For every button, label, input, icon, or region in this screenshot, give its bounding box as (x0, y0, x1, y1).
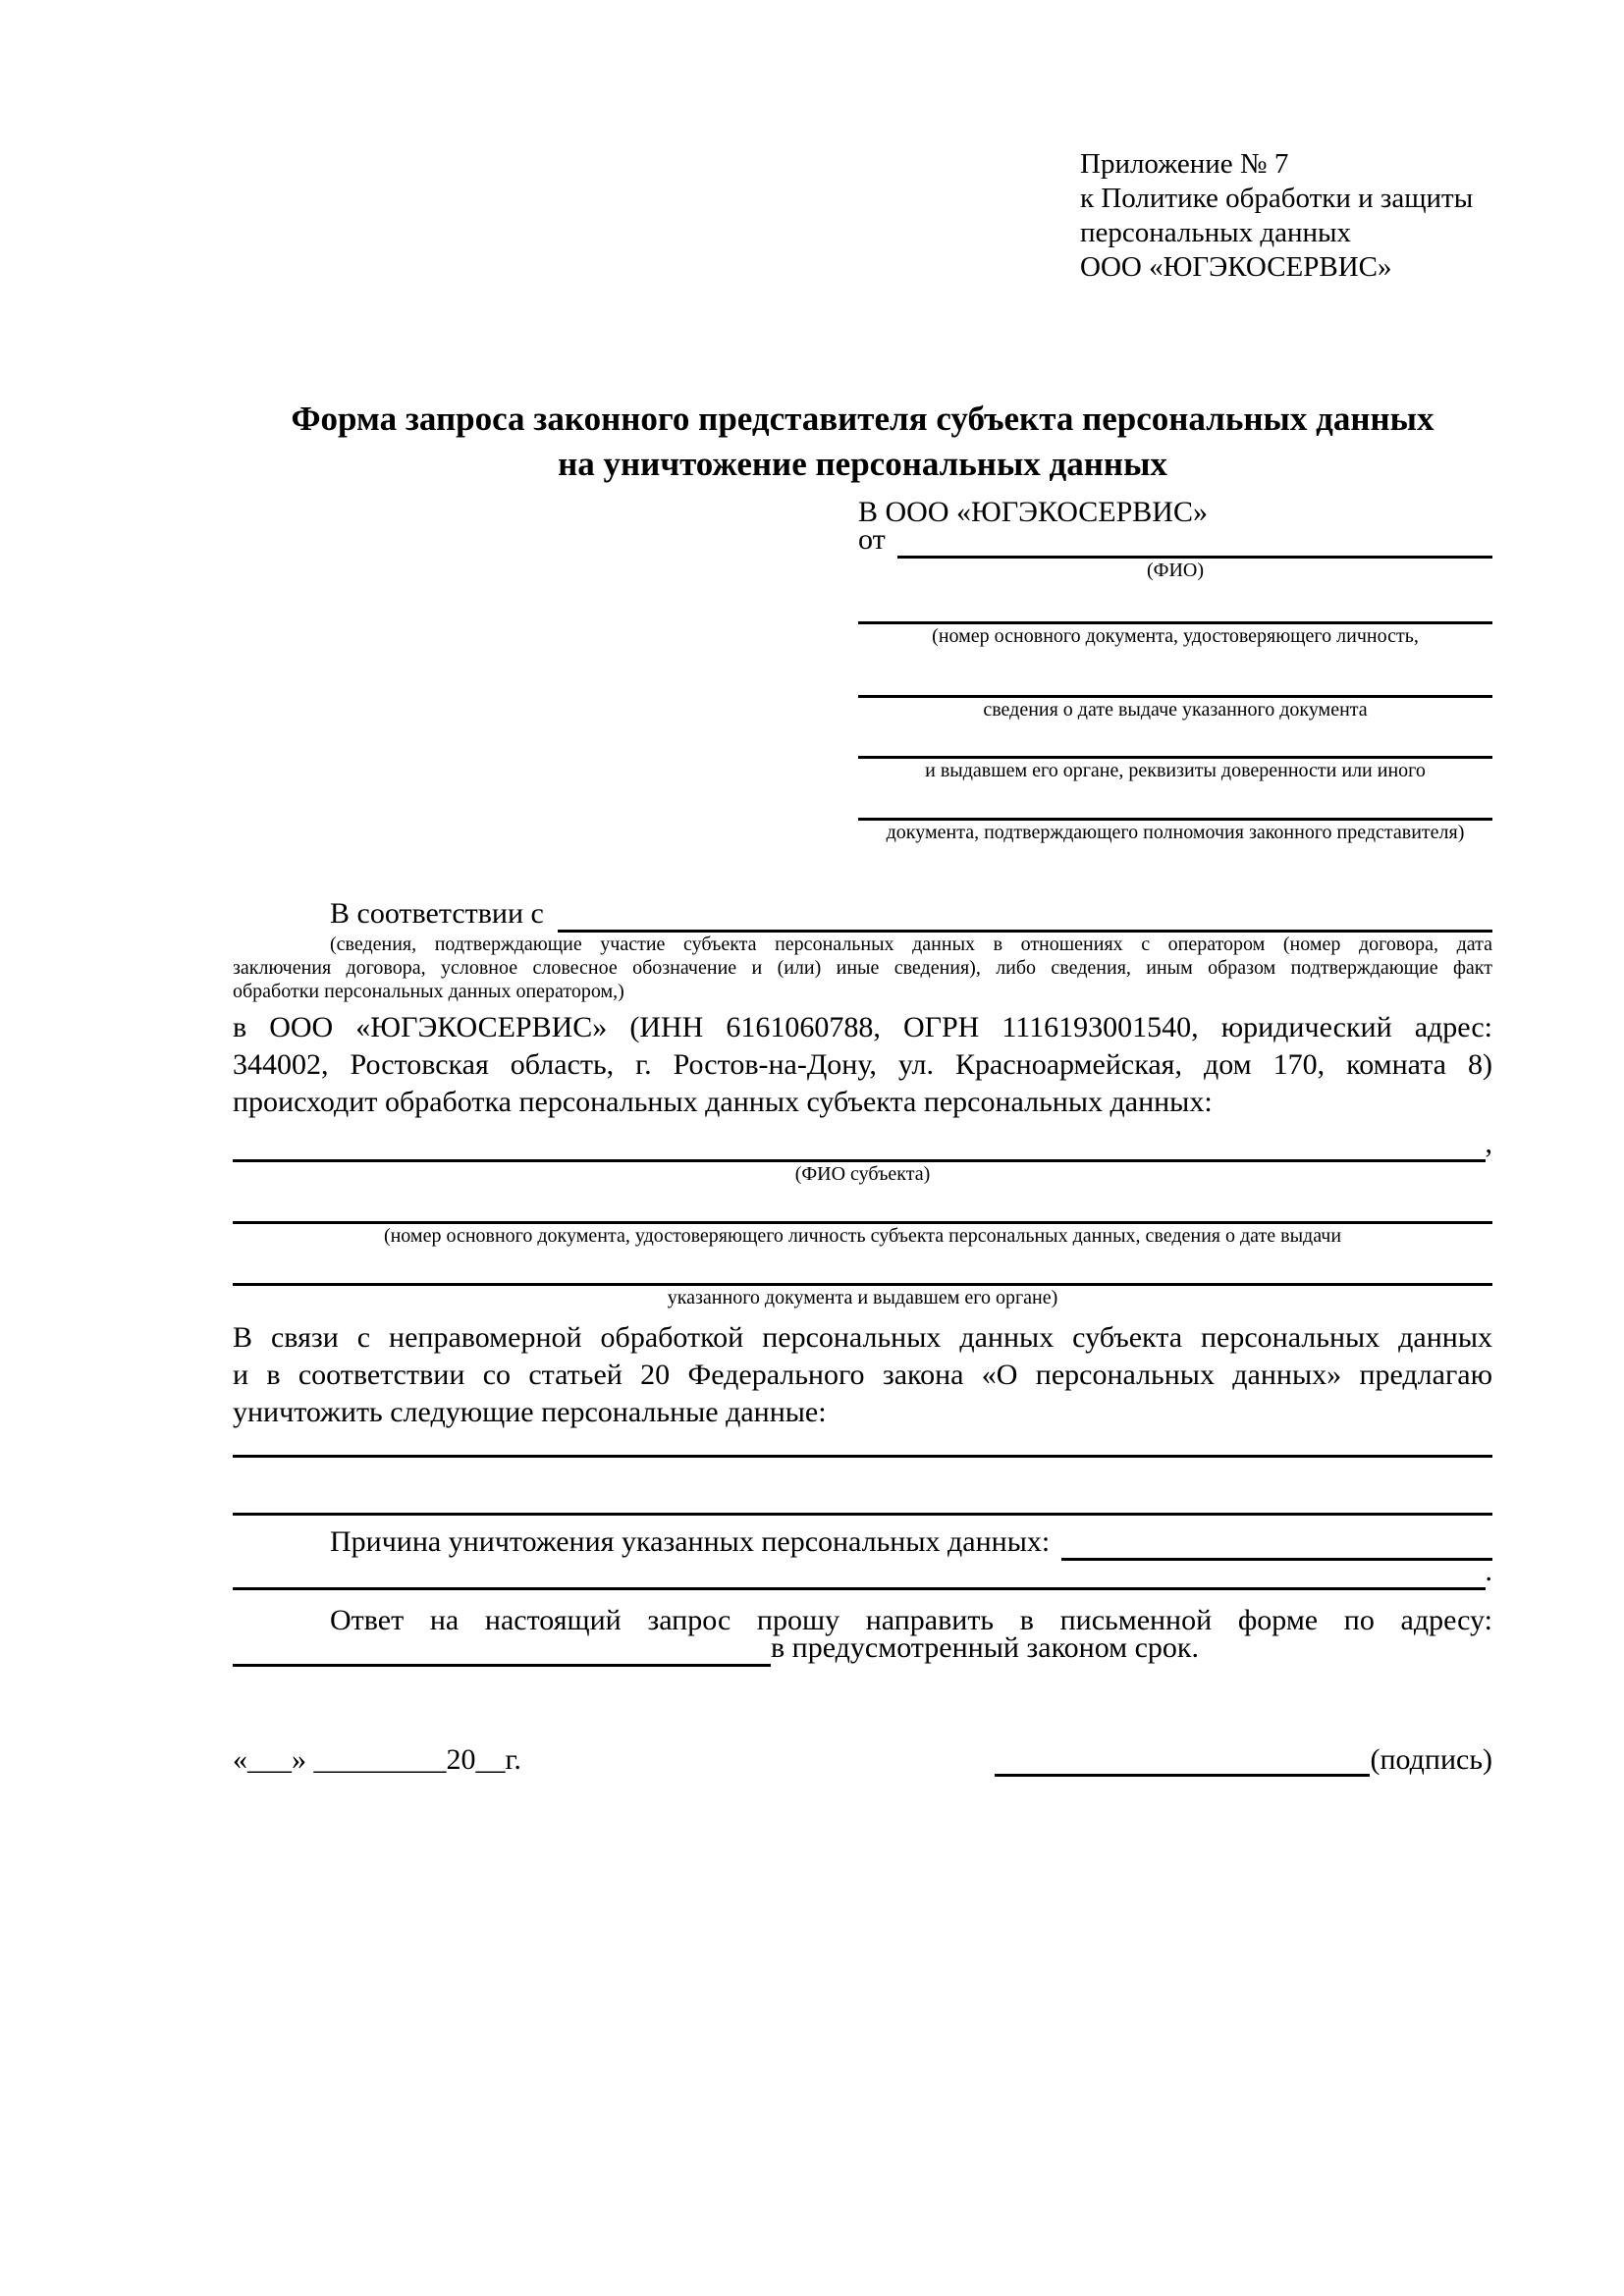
reply-request-line: Ответ на настоящий запрос прошу направить в письменной форме по адресу: (330, 1604, 1492, 1636)
request-paragraph (233, 1319, 1492, 1431)
reason-blank-line (1061, 1523, 1492, 1561)
reason-field (233, 1523, 1492, 1561)
signature-field (995, 1743, 1492, 1777)
field-caption-issuing-authority: и выдавшем его органе, реквизиты доверенности или иного (925, 760, 1426, 781)
appendix-line: ООО «ЮГЭКОСЕРВИС» (1080, 251, 1392, 283)
reply-tail-text: в предусмотренный законом срок. (771, 1631, 1199, 1664)
according-blank-line (558, 895, 1492, 933)
form-title (233, 397, 1492, 487)
data-to-destroy-blank-line (233, 1455, 1492, 1458)
subject-fio-caption: (ФИО субъекта) (794, 1163, 931, 1185)
according-label: В соответствии с (330, 897, 544, 930)
reason-label: Причина уничтожения указанных персональных данных: (330, 1525, 1051, 1558)
reason-field-continuation (233, 1555, 1492, 1590)
appendix-block (1080, 147, 1473, 285)
signature-caption: (подпись) (1370, 1743, 1492, 1776)
according-field (233, 895, 1492, 933)
consent-caption-line: (сведения, подтверждающие участие субъекта персональных данных в отношениях с оператором (номер договора, дата (330, 934, 1492, 955)
appendix-line: персональных данных (1080, 217, 1352, 248)
operator-info-line: 344002, Ростовская область, г. Ростов-на-Дону, ул. Красноармейская, дом 170, комната 8) (233, 1048, 1492, 1081)
appendix-line: к Политике обработки и защиты (1080, 183, 1474, 214)
signature-row (233, 1743, 1492, 1777)
operator-info-line: происходит обработка персональных данных субъекта персональных данных: (233, 1086, 1213, 1118)
request-text-line: уничтожить следующие персональные данные: (233, 1396, 827, 1428)
from-blank-line (897, 531, 1492, 559)
field-caption-doc-number: (номер основного документа, удостоверяющего личность, (932, 625, 1419, 647)
period-mark: . (1485, 1555, 1492, 1587)
from-field (858, 523, 1492, 559)
subject-fio-blank-line (233, 1127, 1486, 1162)
operator-info-line: в ООО «ЮГЭКОСЕРВИС» (ИНН 6161060788, ОГРН 1116193001540, юридический адрес: (233, 1011, 1492, 1043)
subject-doc-caption-line1: (номер основного документа, удостоверяющего личность субъекта персональных данных, сведения о дате выдачи (383, 1225, 1342, 1247)
signature-blank-line (995, 1743, 1370, 1777)
field-caption-issue-date: сведения о дате выдаче указанного документа (983, 699, 1368, 721)
form-body (233, 895, 1492, 1667)
consent-caption-line: заключения договора, условное словесное обозначение и (или) иные сведения), либо сведения, иным образом подтверждающие факт (233, 957, 1492, 979)
addressee-org: В ООО «ЮГЭКОСЕРВИС» (858, 496, 1208, 528)
operator-info-paragraph (233, 1009, 1492, 1121)
request-text-line: В связи с неправомерной обработкой персональных данных субъекта персональных данных (233, 1321, 1492, 1354)
form-title-line: Форма запроса законного представителя субъекта персональных данных (291, 400, 1435, 438)
comma-mark: , (1485, 1127, 1492, 1159)
request-text-line: и в соответствии со статьей 20 Федерального закона «О персональных данных» предлагаю (233, 1359, 1492, 1391)
form-title-line: на уничтожение персональных данных (558, 445, 1167, 483)
appendix-line: Приложение № 7 (1080, 148, 1289, 180)
subject-fio-field (233, 1127, 1492, 1162)
addressee-block (858, 494, 1492, 844)
subject-doc-caption-line2: указанного документа и выдавшем его органе) (667, 1287, 1058, 1308)
field-caption-fio: (ФИО) (1146, 560, 1204, 581)
field-caption-authority-doc: документа, подтверждающего полномочия законного представителя) (886, 822, 1465, 843)
date-blank: «___» _________20__г. (233, 1743, 521, 1776)
address-blank-line (233, 1631, 771, 1667)
reason-blank-line-2 (233, 1561, 1486, 1590)
data-to-destroy-blank-line (233, 1513, 1492, 1516)
from-label: от (858, 523, 886, 556)
consent-caption-line: обработки персональных данных оператором,) (233, 981, 624, 1002)
